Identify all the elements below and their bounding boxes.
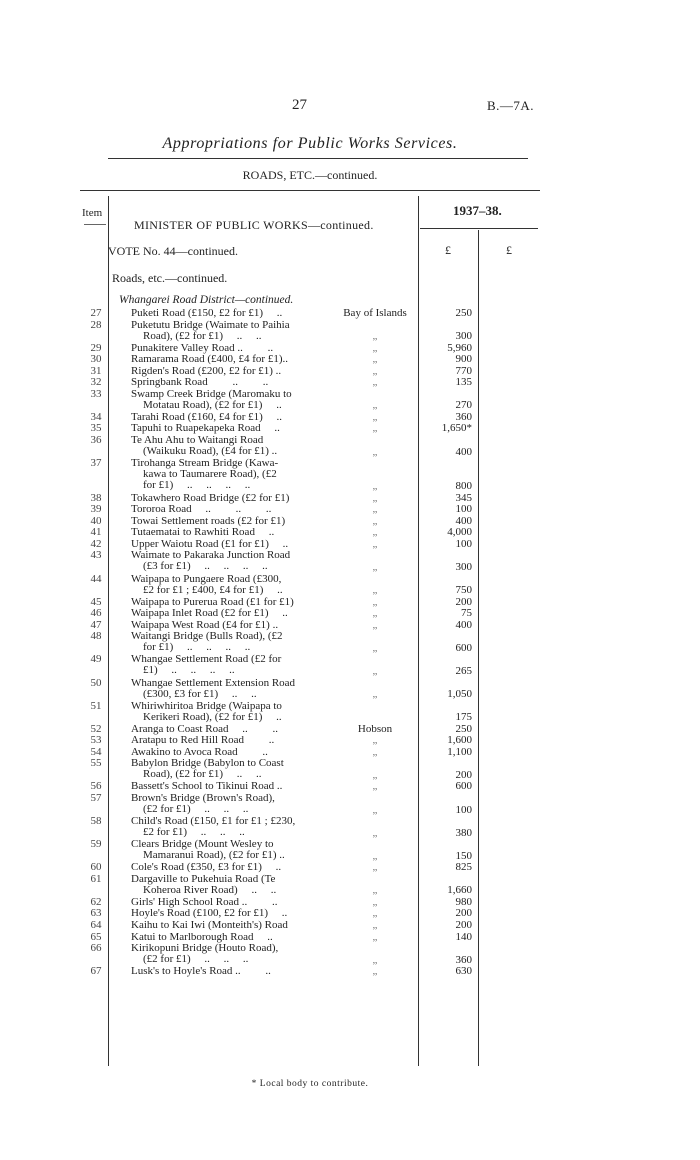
item-district: Hobson bbox=[357, 722, 393, 735]
table-row bbox=[0, 423, 700, 435]
item-district: „ bbox=[372, 537, 378, 550]
table-row bbox=[0, 412, 700, 424]
item-amount: 800 bbox=[455, 480, 472, 493]
item-number: 47 bbox=[90, 618, 102, 631]
item-number: 62 bbox=[90, 895, 102, 908]
item-district: „ bbox=[372, 399, 378, 412]
item-description bbox=[131, 862, 331, 873]
item-number: 41 bbox=[90, 526, 102, 539]
table-row bbox=[0, 758, 700, 781]
item-description bbox=[131, 493, 331, 504]
appropriations-table-body bbox=[0, 308, 700, 978]
item-number: 42 bbox=[90, 537, 102, 550]
item-district: „ bbox=[372, 341, 378, 354]
item-district: „ bbox=[372, 445, 378, 458]
item-district: „ bbox=[372, 584, 378, 597]
item-amount: 380 bbox=[455, 826, 472, 839]
item-description-line: Koheroa River Road) .. .. bbox=[143, 883, 277, 896]
table-row bbox=[0, 597, 700, 609]
item-description-line: Hoyle's Road (£100, £2 for £1) .. bbox=[131, 907, 288, 920]
item-description bbox=[131, 504, 331, 515]
item-description-line: Road), (£2 for £1) .. .. bbox=[143, 768, 262, 781]
item-description-line: Waitangi Bridge (Bulls Road), (£2 bbox=[131, 630, 283, 643]
item-description bbox=[131, 758, 331, 780]
item-number: 60 bbox=[90, 861, 102, 874]
item-number: 54 bbox=[90, 745, 102, 758]
item-description bbox=[131, 816, 331, 838]
table-row bbox=[0, 435, 700, 458]
item-description-line: Whiriwhiritoa Bridge (Waipapa to bbox=[131, 699, 282, 712]
item-amount: 265 bbox=[455, 664, 472, 677]
footnote: * Local body to contribute. bbox=[251, 1079, 369, 1089]
item-description-line: Puketutu Bridge (Waimate to Paihia bbox=[131, 318, 290, 331]
item-amount: 825 bbox=[455, 861, 472, 874]
item-number: 49 bbox=[90, 653, 102, 666]
item-description bbox=[131, 597, 331, 608]
item-amount: 100 bbox=[455, 803, 472, 816]
item-description-line: Waipapa West Road (£4 for £1) .. bbox=[131, 618, 279, 631]
table-row bbox=[0, 735, 700, 747]
table-row bbox=[0, 862, 700, 874]
item-number: 67 bbox=[90, 965, 102, 978]
currency-column-1: £ bbox=[445, 243, 451, 257]
item-amount: 1,650* bbox=[441, 422, 472, 435]
item-number: 52 bbox=[90, 722, 102, 735]
item-district: „ bbox=[372, 561, 378, 574]
item-description-line: £2 for £1) .. .. .. bbox=[143, 826, 245, 839]
item-description bbox=[131, 423, 331, 434]
item-number: 50 bbox=[90, 676, 102, 689]
item-number: 61 bbox=[90, 872, 102, 885]
item-amount: 200 bbox=[455, 595, 472, 608]
item-description-line: Upper Waiotu Road (£1 for £1) .. bbox=[131, 537, 289, 550]
table-row bbox=[0, 932, 700, 944]
table-row bbox=[0, 631, 700, 654]
item-amount: 600 bbox=[455, 780, 472, 793]
item-description-line: for £1) .. .. .. .. bbox=[143, 641, 251, 654]
item-number: 43 bbox=[90, 549, 102, 562]
item-description bbox=[131, 932, 331, 943]
item-description bbox=[131, 539, 331, 550]
item-header-underline bbox=[84, 224, 106, 225]
section-title: ROADS, ETC.—continued. bbox=[242, 168, 378, 182]
item-number: 34 bbox=[90, 410, 102, 423]
table-row bbox=[0, 343, 700, 355]
item-description bbox=[131, 574, 331, 596]
item-number: 29 bbox=[90, 341, 102, 354]
item-district: „ bbox=[372, 491, 378, 504]
item-number: 40 bbox=[90, 514, 102, 527]
item-number: 53 bbox=[90, 734, 102, 747]
item-amount: 400 bbox=[455, 445, 472, 458]
item-number: 37 bbox=[90, 457, 102, 470]
item-description bbox=[131, 527, 331, 538]
item-amount: 4,000 bbox=[447, 526, 472, 539]
item-district: „ bbox=[372, 422, 378, 435]
item-description-line: Whangae Settlement Extension Road bbox=[131, 676, 296, 689]
item-number: 32 bbox=[90, 376, 102, 389]
item-number: 27 bbox=[90, 307, 102, 319]
item-description-line: Swamp Creek Bridge (Maromaku to bbox=[131, 387, 292, 400]
table-row bbox=[0, 516, 700, 528]
item-description-line: Clears Bridge (Mount Wesley to bbox=[131, 838, 274, 851]
item-description-line: Tarahi Road (£160, £4 for £1) .. bbox=[131, 410, 283, 423]
item-description bbox=[131, 308, 331, 319]
table-row bbox=[0, 793, 700, 816]
item-amount: 360 bbox=[455, 410, 472, 423]
table-row bbox=[0, 493, 700, 505]
table-row bbox=[0, 308, 700, 320]
item-amount: 135 bbox=[455, 376, 472, 389]
item-district: „ bbox=[372, 884, 378, 897]
table-row bbox=[0, 678, 700, 701]
item-description bbox=[131, 458, 331, 491]
item-description-line: Waipapa Inlet Road (£2 for £1) .. bbox=[131, 607, 288, 620]
item-number: 65 bbox=[90, 930, 102, 943]
item-district: „ bbox=[372, 895, 378, 908]
item-district: „ bbox=[372, 768, 378, 781]
item-district: „ bbox=[372, 907, 378, 920]
table-row bbox=[0, 943, 700, 966]
item-number: 38 bbox=[90, 491, 102, 504]
item-description-line: Awakino to Avoca Road .. bbox=[131, 745, 268, 758]
currency-column-2: £ bbox=[506, 243, 512, 257]
item-district: „ bbox=[372, 826, 378, 839]
item-description bbox=[131, 966, 331, 977]
item-district: „ bbox=[372, 353, 378, 366]
item-description-line: Cole's Road (£350, £3 for £1) .. bbox=[131, 861, 282, 874]
item-description-line: Brown's Bridge (Brown's Road), bbox=[131, 791, 275, 804]
item-description-line: £2 for £1 ; £400, £4 for £1) .. bbox=[143, 583, 283, 596]
item-description bbox=[131, 608, 331, 619]
item-description-line: Lusk's to Hoyle's Road .. .. bbox=[131, 965, 271, 978]
item-district: „ bbox=[372, 664, 378, 677]
item-district: „ bbox=[372, 607, 378, 620]
item-description-line: Child's Road (£150, £1 for £1 ; £230, bbox=[131, 815, 296, 828]
item-description bbox=[131, 678, 331, 700]
table-row bbox=[0, 816, 700, 839]
item-description bbox=[131, 839, 331, 861]
table-row bbox=[0, 897, 700, 909]
item-description bbox=[131, 793, 331, 815]
item-description-line: Aratapu to Red Hill Road .. bbox=[131, 734, 275, 747]
item-description-line: £1) .. .. .. .. bbox=[143, 664, 235, 677]
item-amount: 1,600 bbox=[447, 734, 472, 747]
table-row bbox=[0, 839, 700, 862]
item-amount: 75 bbox=[461, 607, 472, 620]
item-number: 39 bbox=[90, 503, 102, 516]
item-number: 59 bbox=[90, 838, 102, 851]
table-row bbox=[0, 550, 700, 573]
item-amount: 750 bbox=[455, 584, 472, 597]
district-subheading: Whangarei Road District—continued. bbox=[119, 294, 294, 306]
item-district: „ bbox=[372, 780, 378, 793]
item-district: „ bbox=[372, 734, 378, 747]
item-description-line: Babylon Bridge (Babylon to Coast bbox=[131, 757, 284, 770]
table-row bbox=[0, 781, 700, 793]
item-description-line: Waipapa to Pungaere Road (£300, bbox=[131, 572, 282, 585]
item-description bbox=[131, 389, 331, 411]
table-row bbox=[0, 608, 700, 620]
item-description-line: Springbank Road .. .. bbox=[131, 376, 269, 389]
item-number: 48 bbox=[90, 630, 102, 643]
item-number: 56 bbox=[90, 780, 102, 793]
item-description-line: Girls' High School Road .. .. bbox=[131, 895, 278, 908]
item-number: 31 bbox=[90, 364, 102, 377]
item-description-line: Punakitere Valley Road .. .. bbox=[131, 341, 274, 354]
item-description-line: Katui to Marlborough Road .. bbox=[131, 930, 273, 943]
item-amount: 300 bbox=[455, 330, 472, 343]
item-description bbox=[131, 435, 331, 457]
item-description bbox=[131, 377, 331, 388]
item-description-line: Rigden's Road (£200, £2 for £1) .. bbox=[131, 364, 282, 377]
item-description bbox=[131, 654, 331, 676]
item-district: „ bbox=[372, 526, 378, 539]
item-description-line: Bassett's School to Tikinui Road .. bbox=[131, 780, 283, 793]
item-district: „ bbox=[372, 930, 378, 943]
item-district: „ bbox=[372, 745, 378, 758]
roads-subheading: Roads, etc.—continued. bbox=[112, 271, 228, 285]
item-amount: 100 bbox=[455, 537, 472, 550]
item-description bbox=[131, 516, 331, 527]
item-district: „ bbox=[372, 514, 378, 527]
item-description bbox=[131, 908, 331, 919]
table-row bbox=[0, 539, 700, 551]
item-description-line: Towai Settlement roads (£2 for £1) bbox=[131, 514, 286, 527]
item-description-line: Mamaranui Road), (£2 for £1) .. bbox=[143, 849, 285, 862]
item-amount: 140 bbox=[455, 930, 472, 943]
item-description bbox=[131, 943, 331, 965]
item-description bbox=[131, 631, 331, 653]
item-description bbox=[131, 354, 331, 365]
item-description bbox=[131, 366, 331, 377]
item-description-line: Whangae Settlement Road (£2 for bbox=[131, 653, 282, 666]
item-description-line: Tororoa Road .. .. .. bbox=[131, 503, 272, 516]
item-amount: 100 bbox=[455, 503, 472, 516]
item-district: „ bbox=[372, 595, 378, 608]
item-description bbox=[131, 920, 331, 931]
item-amount: 1,100 bbox=[447, 745, 472, 758]
item-description-line: (Waikuku Road), (£4 for £1) .. bbox=[143, 445, 278, 458]
item-amount: 400 bbox=[455, 514, 472, 527]
item-description bbox=[131, 620, 331, 631]
item-description-line: (£2 for £1) .. .. .. bbox=[143, 802, 249, 815]
table-row bbox=[0, 354, 700, 366]
item-description-line: (£2 for £1) .. .. .. bbox=[143, 953, 249, 966]
item-amount: 200 bbox=[455, 918, 472, 931]
item-description-line: Motatau Road), (£2 for £1) .. bbox=[143, 398, 282, 411]
item-description-line: Tirohanga Stream Bridge (Kawa- bbox=[131, 457, 279, 470]
item-description-line: for £1) .. .. .. .. bbox=[143, 479, 251, 492]
item-amount: 345 bbox=[455, 491, 472, 504]
item-description bbox=[131, 735, 331, 746]
item-number: 46 bbox=[90, 607, 102, 620]
item-district: „ bbox=[372, 861, 378, 874]
item-description-line: Te Ahu Ahu to Waitangi Road bbox=[131, 434, 264, 447]
item-number: 58 bbox=[90, 815, 102, 828]
table-row bbox=[0, 920, 700, 932]
item-amount: 300 bbox=[455, 561, 472, 574]
item-district: „ bbox=[372, 965, 378, 978]
item-district: „ bbox=[372, 618, 378, 631]
item-district: „ bbox=[372, 849, 378, 862]
item-description-line: Tapuhi to Ruapekapeka Road .. bbox=[131, 422, 280, 435]
item-description bbox=[131, 724, 331, 735]
table-row bbox=[0, 389, 700, 412]
item-description bbox=[131, 320, 331, 342]
item-district: „ bbox=[372, 330, 378, 343]
item-number: 30 bbox=[90, 353, 102, 366]
table-row bbox=[0, 377, 700, 389]
page-number: 27 bbox=[292, 97, 307, 113]
item-description-line: (£300, £3 for £1) .. .. bbox=[143, 687, 257, 700]
year-header: 1937–38. bbox=[453, 203, 502, 218]
item-district: „ bbox=[372, 918, 378, 931]
item-amount: 980 bbox=[455, 895, 472, 908]
item-amount: 200 bbox=[455, 768, 472, 781]
table-row bbox=[0, 574, 700, 597]
item-description bbox=[131, 412, 331, 423]
table-row bbox=[0, 504, 700, 516]
item-amount: 5,960 bbox=[447, 341, 472, 354]
item-district: „ bbox=[372, 410, 378, 423]
item-amount: 600 bbox=[455, 641, 472, 654]
item-district: „ bbox=[372, 688, 378, 701]
item-description-line: Waipapa to Purerua Road (£1 for £1) bbox=[131, 595, 294, 608]
item-amount: 630 bbox=[455, 965, 472, 978]
table-row bbox=[0, 874, 700, 897]
item-district: Bay of Islands bbox=[343, 307, 407, 319]
document-code: B.—7A. bbox=[487, 98, 535, 113]
item-description bbox=[131, 550, 331, 572]
item-description-line: Puketi Road (£150, £2 for £1) .. bbox=[131, 307, 283, 319]
item-number: 33 bbox=[90, 387, 102, 400]
table-row bbox=[0, 320, 700, 343]
item-number: 51 bbox=[90, 699, 102, 712]
item-description bbox=[131, 343, 331, 354]
item-district: „ bbox=[372, 376, 378, 389]
item-number: 57 bbox=[90, 791, 102, 804]
year-header-rule bbox=[420, 228, 538, 229]
item-number: 55 bbox=[90, 757, 102, 770]
item-description bbox=[131, 874, 331, 896]
item-description bbox=[131, 747, 331, 758]
item-district: „ bbox=[372, 953, 378, 966]
item-amount: 400 bbox=[455, 618, 472, 631]
item-amount: 900 bbox=[455, 353, 472, 366]
item-description-line: Ramarama Road (£400, £4 for £1).. bbox=[131, 353, 289, 366]
item-district: „ bbox=[372, 803, 378, 816]
ministry-header: MINISTER OF PUBLIC WORKS—continued. bbox=[134, 218, 374, 232]
item-district: „ bbox=[372, 364, 378, 377]
item-description bbox=[131, 781, 331, 792]
item-description-line: Road), (£2 for £1) .. .. bbox=[143, 329, 262, 342]
item-description-line: Tokawhero Road Bridge (£2 for £1) bbox=[131, 491, 290, 504]
item-amount: 250 bbox=[455, 307, 472, 319]
item-number: 35 bbox=[90, 422, 102, 435]
item-amount: 270 bbox=[455, 399, 472, 412]
item-description-line: kawa to Taumarere Road), (£2 bbox=[143, 468, 277, 481]
item-number: 28 bbox=[90, 318, 102, 331]
item-description-line: Tutaematai to Rawhiti Road .. bbox=[131, 526, 275, 539]
item-description bbox=[131, 897, 331, 908]
table-row bbox=[0, 458, 700, 493]
item-description-line: (£3 for £1) .. .. .. .. bbox=[143, 560, 268, 573]
item-description bbox=[131, 701, 331, 723]
table-row bbox=[0, 654, 700, 677]
table-row bbox=[0, 908, 700, 920]
title-rule bbox=[108, 158, 528, 159]
item-amount: 770 bbox=[455, 364, 472, 377]
item-district: „ bbox=[372, 503, 378, 516]
item-number: 66 bbox=[90, 942, 102, 955]
item-description-line: Aranga to Coast Road .. .. bbox=[131, 722, 278, 735]
item-district: „ bbox=[372, 480, 378, 493]
item-district: „ bbox=[372, 641, 378, 654]
table-row bbox=[0, 366, 700, 378]
table-row bbox=[0, 527, 700, 539]
item-number: 44 bbox=[90, 572, 102, 585]
item-amount: 1,050 bbox=[447, 688, 472, 701]
table-row bbox=[0, 701, 700, 724]
item-column-header: Item bbox=[82, 207, 103, 219]
item-number: 36 bbox=[90, 434, 102, 447]
item-description-line: Kaihu to Kai Iwi (Monteith's) Road bbox=[131, 918, 288, 931]
item-number: 64 bbox=[90, 918, 102, 931]
table-row bbox=[0, 966, 700, 978]
table-row bbox=[0, 724, 700, 736]
vote-heading: VOTE No. 44—continued. bbox=[108, 244, 238, 258]
page-title: Appropriations for Public Works Services. bbox=[162, 135, 458, 152]
item-amount: 150 bbox=[455, 849, 472, 862]
table-row bbox=[0, 747, 700, 759]
item-amount: 360 bbox=[455, 953, 472, 966]
item-amount: 175 bbox=[455, 711, 472, 724]
item-number: 45 bbox=[90, 595, 102, 608]
item-amount: 200 bbox=[455, 907, 472, 920]
item-amount: 1,660 bbox=[447, 884, 472, 897]
item-description-line: Waimate to Pakaraka Junction Road bbox=[131, 549, 291, 562]
table-top-rule bbox=[80, 190, 540, 191]
item-description-line: Kerikeri Road), (£2 for £1) .. bbox=[143, 710, 282, 723]
item-description-line: Dargaville to Pukehuia Road (Te bbox=[131, 872, 276, 885]
item-description-line: Kirikopuni Bridge (Houto Road), bbox=[131, 942, 279, 955]
table-row bbox=[0, 620, 700, 632]
item-amount: 250 bbox=[455, 722, 472, 735]
item-number: 63 bbox=[90, 907, 102, 920]
